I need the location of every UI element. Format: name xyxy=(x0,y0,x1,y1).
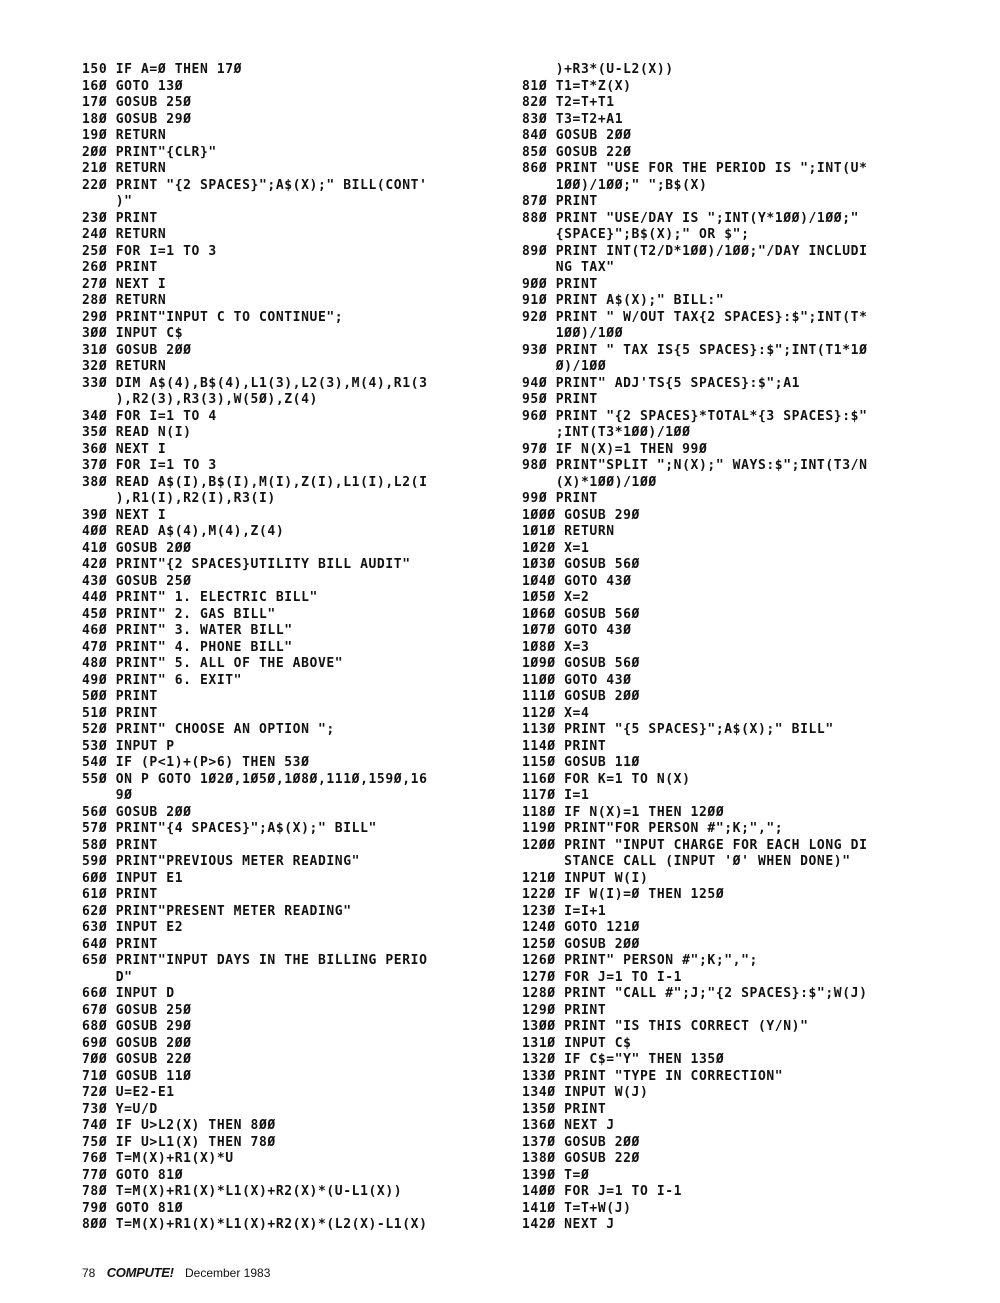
code-line: 72Ø U=E2-E1 xyxy=(82,1085,175,1100)
code-line: 3ØØ INPUT C$ xyxy=(82,326,184,341)
code-line: 6ØØ INPUT E1 xyxy=(82,870,184,886)
code-line: 13ØØ PRINT "IS THIS CORRECT (Y/N)" xyxy=(522,1019,809,1034)
code-line: 94Ø PRINT" ADJ'TS{5 SPACES}:$";A1 xyxy=(522,375,801,391)
code-line: 115Ø GOSUB 11Ø xyxy=(522,755,640,770)
code-line: 133Ø PRINT "TYPE IN CORRECTION" xyxy=(522,1068,784,1084)
code-line: 137Ø GOSUB 2ØØ xyxy=(522,1134,640,1150)
code-line: 62Ø PRINT"PRESENT METER READING" xyxy=(82,903,352,919)
code-line: 24Ø RETURN xyxy=(82,227,167,242)
code-line: 4ØØ READ A$(4),M(4),Z(4) xyxy=(82,524,285,539)
code-line: 85Ø GOSUB 22Ø xyxy=(522,144,632,160)
code-line: 9ØØ PRINT xyxy=(522,276,598,292)
code-line: 74Ø IF U>L2(X) THEN 8ØØ xyxy=(82,1118,276,1133)
code-line: 63Ø INPUT E2 xyxy=(82,920,184,935)
code-line: 23Ø PRINT xyxy=(82,210,158,226)
code-line: 124Ø GOTO 121Ø xyxy=(522,920,640,935)
code-line: 36Ø NEXT I xyxy=(82,441,167,457)
code-line: 86Ø PRINT "USE FOR THE PERIOD IS ";INT(U* xyxy=(522,161,868,176)
code-line: 43Ø GOSUB 25Ø xyxy=(82,573,192,589)
code-line: 75Ø IF U>L1(X) THEN 78Ø xyxy=(82,1134,276,1150)
code-line: ),R1(I),R2(I),R3(I) xyxy=(82,491,276,506)
magazine-name: COMPUTE! xyxy=(106,1265,174,1280)
code-line: 14ØØ FOR J=1 TO I-1 xyxy=(522,1184,683,1199)
code-line: 46Ø PRINT" 3. WATER BILL" xyxy=(82,623,293,638)
code-line: 25Ø FOR I=1 TO 3 xyxy=(82,243,217,259)
code-line: 61Ø PRINT xyxy=(82,887,158,902)
code-line: 1Ø5Ø X=2 xyxy=(522,590,590,605)
code-line: 11ØØ GOTO 43Ø xyxy=(522,672,632,688)
code-line: (X)*1ØØ)/1ØØ xyxy=(522,474,657,490)
code-line: 8ØØ T=M(X)+R1(X)*L1(X)+R2(X)*(L2(X)-L1(X) xyxy=(82,1217,428,1232)
code-line: 21Ø RETURN xyxy=(82,161,167,176)
code-line: 58Ø PRINT xyxy=(82,837,158,853)
code-line: 54Ø IF (P<1)+(P>6) THEN 53Ø xyxy=(82,755,310,770)
code-line: 121Ø INPUT W(I) xyxy=(522,870,649,886)
code-listing-right-column xyxy=(522,62,962,1234)
code-line: 131Ø INPUT C$ xyxy=(522,1035,632,1051)
code-line: 1ØØØ GOSUB 29Ø xyxy=(522,507,640,523)
code-line: 26Ø PRINT xyxy=(82,260,158,275)
code-line: 1Ø4Ø GOTO 43Ø xyxy=(522,573,632,589)
code-line: 29Ø PRINT"INPUT C TO CONTINUE"; xyxy=(82,309,344,325)
code-line: 129Ø PRINT xyxy=(522,1002,607,1018)
code-line: 32Ø RETURN xyxy=(82,359,167,374)
code-line: 135Ø PRINT xyxy=(522,1101,607,1117)
code-line: 2ØØ PRINT"{CLR}" xyxy=(82,144,217,160)
code-line: 48Ø PRINT" 5. ALL OF THE ABOVE" xyxy=(82,656,344,671)
code-line: 88Ø PRINT "USE/DAY IS ";INT(Y*1ØØ)/1ØØ;" xyxy=(522,210,860,226)
code-line: 22Ø PRINT "{2 SPACES}";A$(X);" BILL(CONT' xyxy=(82,177,428,193)
code-line: 67Ø GOSUB 25Ø xyxy=(82,1002,192,1018)
code-line: D" xyxy=(82,969,133,985)
code-line: 33Ø DIM A$(4),B$(4),L1(3),L2(3),M(4),R1(3 xyxy=(82,375,428,391)
code-line: 126Ø PRINT" PERSON #";K;","; xyxy=(522,953,758,968)
code-line: 118Ø IF N(X)=1 THEN 12ØØ xyxy=(522,804,725,820)
code-listing-left-column xyxy=(82,62,512,1234)
code-line: 91Ø PRINT A$(X);" BILL:" xyxy=(522,293,725,308)
code-line: 127Ø FOR J=1 TO I-1 xyxy=(522,969,683,985)
code-line: 39Ø NEXT I xyxy=(82,507,167,523)
code-line: 128Ø PRINT "CALL #";J;"{2 SPACES}:$";W(J) xyxy=(522,986,868,1001)
code-line: 1ØØ)/1ØØ xyxy=(522,326,624,341)
code-line: )" xyxy=(82,194,133,209)
code-line: 142Ø NEXT J xyxy=(522,1217,615,1232)
code-line: 31Ø GOSUB 2ØØ xyxy=(82,342,192,358)
code-line: 114Ø PRINT xyxy=(522,738,607,754)
code-line: 1Ø6Ø GOSUB 56Ø xyxy=(522,606,640,622)
code-line: 78Ø T=M(X)+R1(X)*L1(X)+R2(X)*(U-L1(X)) xyxy=(82,1184,403,1199)
code-line: 16Ø GOTO 13Ø xyxy=(82,78,184,94)
code-line: 111Ø GOSUB 2ØØ xyxy=(522,689,640,704)
code-line: 97Ø IF N(X)=1 THEN 99Ø xyxy=(522,441,708,457)
code-line: 112Ø X=4 xyxy=(522,705,590,721)
code-line: {SPACE}";B$(X);" OR $"; xyxy=(522,227,750,242)
code-line: 17Ø GOSUB 25Ø xyxy=(82,95,192,110)
page-footer xyxy=(82,1265,270,1280)
code-line: 51Ø PRINT xyxy=(82,705,158,721)
code-line: 1Ø7Ø GOTO 43Ø xyxy=(522,623,632,638)
code-line: 1Ø8Ø X=3 xyxy=(522,639,590,655)
code-line: 9Ø xyxy=(82,788,133,803)
code-line: 28Ø RETURN xyxy=(82,293,167,308)
code-line: 93Ø PRINT " TAX IS{5 SPACES}:$";INT(T1*1Ø xyxy=(522,342,868,358)
code-line: 1Ø9Ø GOSUB 56Ø xyxy=(522,656,640,671)
code-line: 98Ø PRINT"SPLIT ";N(X);" WAYS:$";INT(T3/N xyxy=(522,458,868,473)
code-line: 123Ø I=I+1 xyxy=(522,903,607,919)
code-line: 52Ø PRINT" CHOOSE AN OPTION "; xyxy=(82,722,335,737)
code-line: 83Ø T3=T2+A1 xyxy=(522,111,624,127)
code-line: 56Ø GOSUB 2ØØ xyxy=(82,804,192,820)
code-line: 57Ø PRINT"{4 SPACES}";A$(X);" BILL" xyxy=(82,821,377,836)
code-line: 41Ø GOSUB 2ØØ xyxy=(82,540,192,556)
code-line: 71Ø GOSUB 11Ø xyxy=(82,1068,192,1084)
code-line: 77Ø GOTO 81Ø xyxy=(82,1167,184,1183)
code-line: 69Ø GOSUB 2ØØ xyxy=(82,1035,192,1051)
code-line: 134Ø INPUT W(J) xyxy=(522,1085,649,1100)
code-line: 37Ø FOR I=1 TO 3 xyxy=(82,458,217,473)
code-line: 76Ø T=M(X)+R1(X)*U xyxy=(82,1151,234,1166)
code-line: ),R2(3),R3(3),W(5Ø),Z(4) xyxy=(82,392,318,407)
page-number: 78 xyxy=(82,1266,96,1280)
code-line: 34Ø FOR I=1 TO 4 xyxy=(82,408,217,424)
code-line: 47Ø PRINT" 4. PHONE BILL" xyxy=(82,639,293,655)
code-line: 89Ø PRINT INT(T2/D*1ØØ)/1ØØ;"/DAY INCLUDI xyxy=(522,243,868,259)
code-line: 7ØØ GOSUB 22Ø xyxy=(82,1052,192,1067)
code-line: )+R3*(U-L2(X)) xyxy=(522,62,674,77)
code-line: 53Ø INPUT P xyxy=(82,738,175,754)
code-line: 66Ø INPUT D xyxy=(82,986,175,1001)
code-line: 64Ø PRINT xyxy=(82,936,158,952)
code-line: 116Ø FOR K=1 TO N(X) xyxy=(522,771,691,787)
code-line: 81Ø T1=T*Z(X) xyxy=(522,78,632,94)
code-line: 19Ø RETURN xyxy=(82,128,167,143)
code-line: 95Ø PRINT xyxy=(522,392,598,407)
code-line: 35Ø READ N(I) xyxy=(82,425,192,440)
code-line: NG TAX" xyxy=(522,260,615,275)
code-line: 99Ø PRINT xyxy=(522,491,598,506)
code-line: 44Ø PRINT" 1. ELECTRIC BILL" xyxy=(82,590,318,605)
code-line: STANCE CALL (INPUT 'Ø' WHEN DONE)" xyxy=(522,854,851,869)
code-line: 1Ø2Ø X=1 xyxy=(522,540,590,556)
code-line: 68Ø GOSUB 29Ø xyxy=(82,1019,192,1034)
code-line: 12ØØ PRINT "INPUT CHARGE FOR EACH LONG DI xyxy=(522,837,868,853)
code-line: 138Ø GOSUB 22Ø xyxy=(522,1151,640,1166)
code-line: 65Ø PRINT"INPUT DAYS IN THE BILLING PERIO xyxy=(82,953,428,968)
code-line: 5ØØ PRINT xyxy=(82,689,158,704)
code-line: 139Ø T=Ø xyxy=(522,1167,590,1183)
code-line: 49Ø PRINT" 6. EXIT" xyxy=(82,672,243,688)
code-line: 79Ø GOTO 81Ø xyxy=(82,1200,184,1216)
code-line: 82Ø T2=T+T1 xyxy=(522,95,615,110)
code-line: 122Ø IF W(I)=Ø THEN 125Ø xyxy=(522,887,725,902)
code-line: 117Ø I=1 xyxy=(522,788,590,803)
code-line: 1ØØ)/1ØØ;" ";B$(X) xyxy=(522,177,708,193)
code-line: 38Ø READ A$(I),B$(I),M(I),Z(I),L1(I),L2(I xyxy=(82,474,428,490)
code-line: 150 IF A=Ø THEN 17Ø xyxy=(82,62,243,77)
issue-date: December 1983 xyxy=(184,1266,271,1280)
code-line: 92Ø PRINT " W/OUT TAX{2 SPACES}:$";INT(T* xyxy=(522,309,868,325)
code-line: 18Ø GOSUB 29Ø xyxy=(82,111,192,127)
code-line: 1Ø3Ø GOSUB 56Ø xyxy=(522,557,640,572)
code-line: 125Ø GOSUB 2ØØ xyxy=(522,936,640,952)
code-line: 132Ø IF C$="Y" THEN 135Ø xyxy=(522,1052,725,1067)
code-line: 55Ø ON P GOTO 1Ø2Ø,1Ø5Ø,1Ø8Ø,111Ø,159Ø,16 xyxy=(82,771,428,787)
code-line: 119Ø PRINT"FOR PERSON #";K;","; xyxy=(522,821,784,836)
code-line: 87Ø PRINT xyxy=(522,194,598,209)
code-line: 45Ø PRINT" 2. GAS BILL" xyxy=(82,606,276,622)
code-line: ;INT(T3*1ØØ)/1ØØ xyxy=(522,425,691,440)
code-line: 113Ø PRINT "{5 SPACES}";A$(X);" BILL" xyxy=(522,722,834,737)
code-line: 42Ø PRINT"{2 SPACES}UTILITY BILL AUDIT" xyxy=(82,557,411,572)
code-line: 27Ø NEXT I xyxy=(82,276,167,292)
code-line: 96Ø PRINT "{2 SPACES}*TOTAL*{3 SPACES}:$" xyxy=(522,408,868,424)
code-line: 73Ø Y=U/D xyxy=(82,1101,158,1117)
code-line: 84Ø GOSUB 2ØØ xyxy=(522,128,632,143)
code-line: 59Ø PRINT"PREVIOUS METER READING" xyxy=(82,854,361,869)
code-line: Ø)/1ØØ xyxy=(522,359,607,374)
code-line: 141Ø T=T+W(J) xyxy=(522,1200,632,1216)
code-line: 1Ø1Ø RETURN xyxy=(522,524,615,539)
code-line: 136Ø NEXT J xyxy=(522,1118,615,1133)
